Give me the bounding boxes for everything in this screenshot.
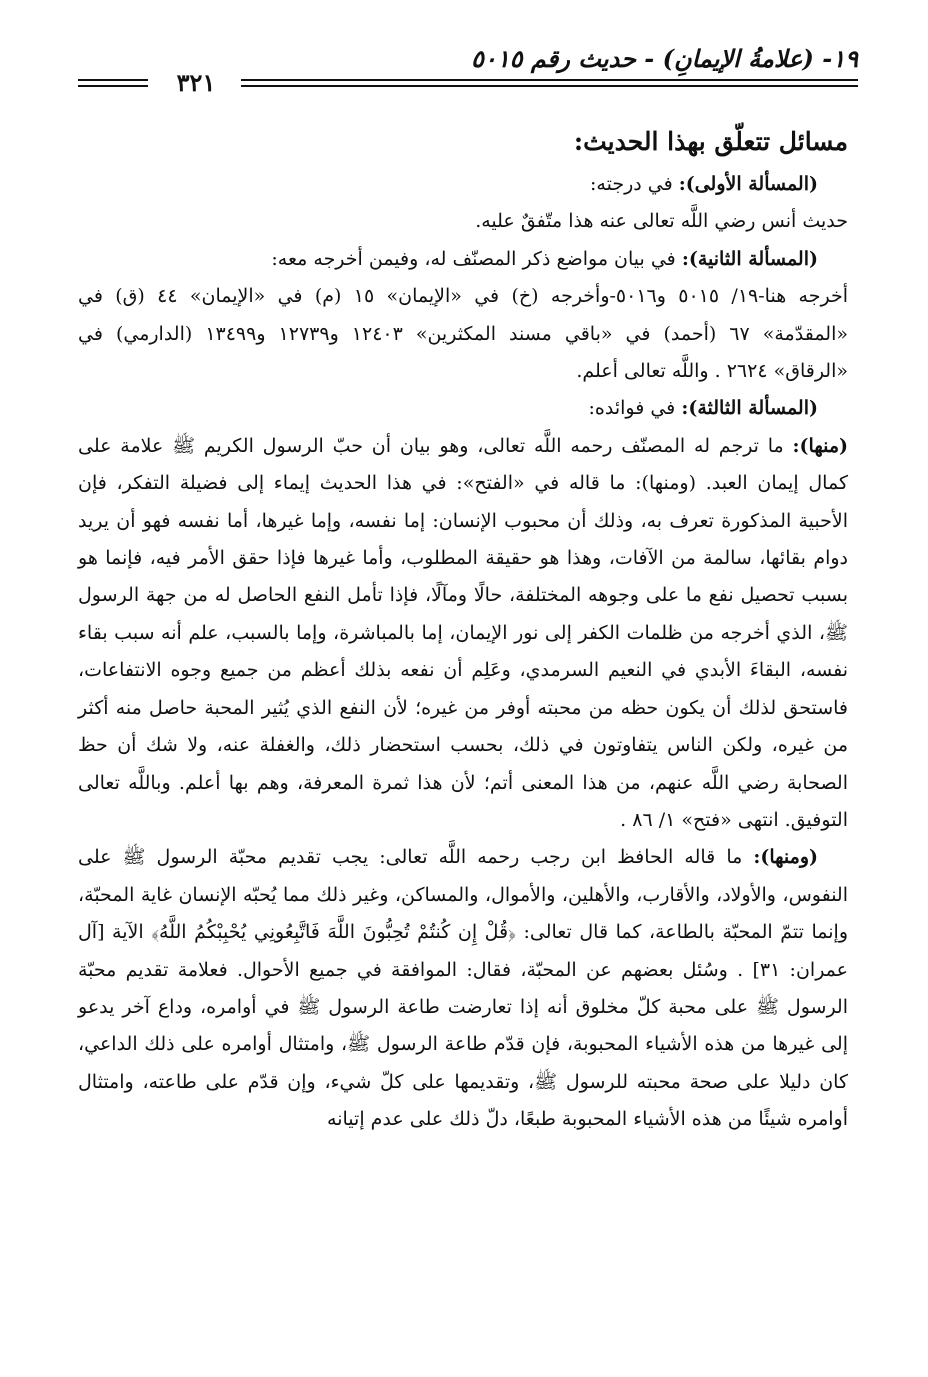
page-header — [78, 44, 858, 104]
paragraph-label: (المسألة الثانية): — [681, 247, 818, 270]
paragraph-hadith-grade — [78, 203, 848, 240]
paragraph-benefit-2 — [78, 839, 848, 1138]
paragraph-benefit-1 — [78, 428, 848, 839]
paragraph-issue-1 — [78, 166, 848, 203]
paragraph-text: في فوائده: — [588, 397, 682, 420]
header-rule-right — [241, 79, 858, 81]
paragraph-label: (المسألة الأولى): — [678, 173, 818, 195]
paragraph-text: ما ترجم له المصنّف رحمه اللَّه تعالى، وهو بيان أن حبّ الرسول الكريم ﷺ علامة على كمال إيمان العبد. (ومنها): ما قاله في «الفتح»: في هذا الحديث إيماء إلى فضيلة التفكر، فإن الأحبية المذكورة تعرف به، وذلك أن محبوب الإنسان: إما نفسه، وإما غيرها، أما نفسه فهو أن يريد دوام بقائها، سالمة من الآفات، وهذا هو حقيقة المطلوب، وأما غيرها فإذا حقق الأمر فيه، فإنما هو بسبب تحصيل نفع ما على وجوهه المختلفة، حالًا ومآلًا، فإذا تأمل النفع الحاصل له من جهة الرسول ﷺ، الذي أخرجه من ظلمات الكفر إلى نور الإيمان، إما بالمباشرة، وإما بالسبب، علم أنه سبب بقاء نفسه، البقاءَ الأبدي في النعيم السرمدي، وعَلِم أن نفعه بذلك أعظم من جميع وجوه الانتفاعات، فاستحق لذلك أن يكون حظه من محبته أوفر من غيره؛ لأن النفع الذي يُثير المحبة حاصل منه أكثر من غيره، ولكن الناس يتفاوتون في ذلك، بحسب استحضار ذلك، والغفلة عنه، ولا شك أن حظ الصحابة رضي اللَّه عنهم، من هذا المعنى أتم؛ لأن هذا ثمرة المعرفة، وهم بها أعلم. وباللَّه تعالى التوفيق. انتهى «فتح» ١/ ٨٦ . — [78, 434, 848, 831]
paragraph-label: (منها): — [792, 434, 848, 457]
paragraph-issue-2 — [78, 241, 848, 278]
section-heading: مسائل تتعلّق بهذا الحديث: — [573, 127, 848, 156]
paragraph-takhrij — [78, 278, 848, 390]
paragraph-issue-3 — [78, 390, 848, 427]
paragraph-text: في بيان مواضع ذكر المصنّف له، وفيمن أخرجه معه: — [271, 247, 682, 270]
paragraph-text: في درجته: — [590, 173, 679, 195]
header-title: ١٩- (علامةُ الإيمانِ) - حديث رقم ٥٠١٥ — [470, 44, 858, 73]
header-rule-left — [78, 79, 148, 81]
paragraph-label: (ومنها): — [753, 846, 818, 869]
paragraph-label: (المسألة الثالثة): — [681, 397, 818, 420]
paragraph-text: ما قاله الحافظ ابن رجب رحمه اللَّه تعالى: يجب تقديم محبّة الرسول ﷺ على النفوس، والأولاد، والأقارب، والأهلين، والأموال، والمساكن، وغير ذلك مما يُحبّه الإنسان غاية المحبّة، وإنما تتمّ المحبّة بالطاعة، كما قال تعالى: ﴿قُلْ إِن كُنتُمْ تُحِبُّونَ اللَّهَ فَاتَّبِعُونِي يُحْبِبْكُمُ اللَّهُ﴾ الآية [آل عمران: ٣١] . وسُئل بعضهم عن المحبّة، فقال: الموافقة في جميع الأحوال. فعلامة تقديم محبّة الرسول ﷺ على محبة كلّ مخلوق أنه إذا تعارضت طاعة الرسول ﷺ في أوامره، وداع آخر يدعو إلى غيرها من هذه الأشياء المحبوبة، فإن قدّم طاعة الرسول ﷺ، وامتثال أوامره على ذلك الداعي، كان دليلا على صحة محبته للرسول ﷺ، وتقديمها على كلّ شيء، وإن قدّم على طاعته، وامتثال أوامره شيئًا من هذه الأشياء المحبوبة طبعًا، دلّ ذلك على عدم إتيانه — [78, 846, 848, 1131]
page-number: ٣٢١ — [176, 68, 216, 97]
paragraph-text: أخرجه هنا-١٩/ ٥٠١٥ و٥٠١٦-وأخرجه (خ) في «الإيمان» ١٥ (م) في «الإيمان» ٤٤ (ق) في «المقدّمة» ٦٧ (أحمد) في «باقي مسند المكثرين» ١٢٤٠٣ و١٢٧٣٩ و١٣٤٩٩ (الدارمي) في «الرقاق» ٢٦٢٤ . واللَّه تعالى أعلم. — [78, 285, 848, 383]
paragraph-text: حديث أنس رضي اللَّه تعالى عنه هذا متّفقٌ عليه. — [475, 210, 848, 233]
page-body — [78, 120, 848, 1139]
